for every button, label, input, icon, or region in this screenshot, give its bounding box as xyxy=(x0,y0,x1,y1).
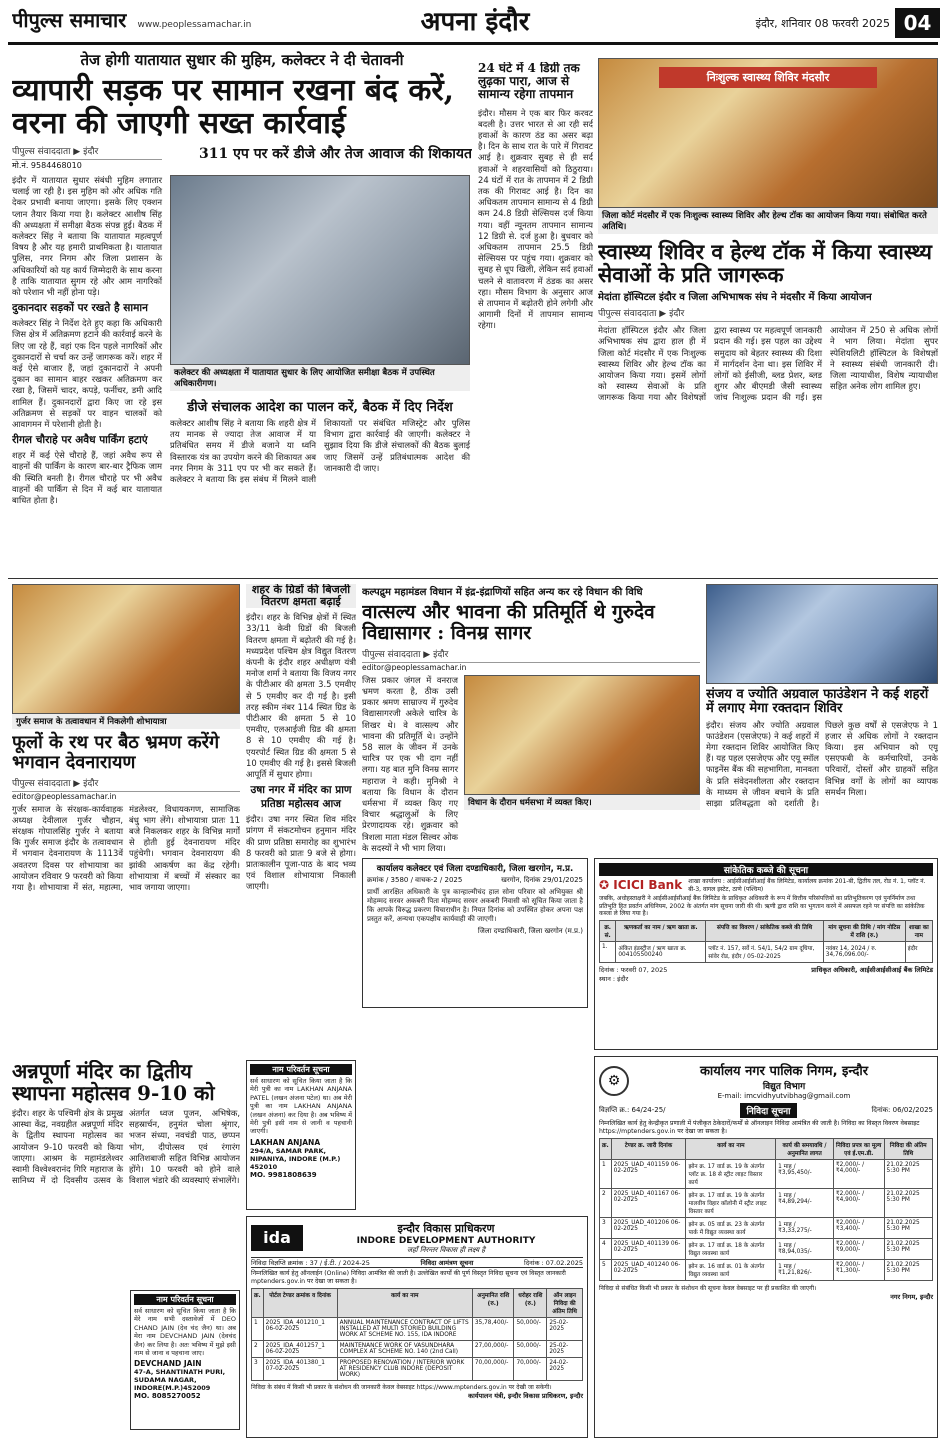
imc-table-cell: 2025_UAD_401159 06-02-2025 xyxy=(611,1159,686,1188)
ida-table-cell: 1 xyxy=(252,1317,264,1340)
icici-col-header: संपत्ति का विवरण / सांकेतिक कब्जे की तिथि xyxy=(706,920,824,941)
ida-table-cell: 35,78,400/- xyxy=(472,1317,514,1340)
icici-table-cell: प्लॉट नं. 157, सर्वे नं. 54/1, 54/2 ग्राम दूधिया, सांवेर रोड, इंदौर / 05-02-2025 xyxy=(706,941,824,962)
court-notice-title: कार्यालय कलेक्टर एवं जिला दण्डाधिकारी, जिला खरगोन, म.प्र. xyxy=(376,864,574,874)
notice-1-title: नाम परिवर्तन सूचना xyxy=(250,1064,352,1075)
ida-table-cell: 2025_IDA_401257_1 06-02-2025 xyxy=(263,1340,337,1357)
imc-intro: निम्नलिखित कार्य हेतु केन्द्रीकृत प्रणाली में पंजीकृत ठेकेदारों/फर्मों से ऑनलाइन निविदा आमंत्रित की जाती है। निविदा का विस्तृत विवरण वेबसाइट https://mptenders.gov.in पर देखा जा सकता है। xyxy=(599,1120,920,1135)
ida-table-cell: ANNUAL MAINTENANCE CONTRACT OF LIFTS INSTALLED AT MULTI STORIED BUILDING WORK AT SCHEME NO. 155, IDA INDORE xyxy=(337,1317,472,1340)
imc-table-cell: झोन क्र. 17 वार्ड क्र. 18 के अंतर्गत विद्युत व्यवस्था कार्य xyxy=(686,1238,776,1259)
notice-2-name: DEVCHAND JAIN xyxy=(134,1359,202,1369)
lead-byline: पीपुल्स संवाददाता ▶ इंदौर xyxy=(12,144,162,160)
imc-table-cell: 1 माह / ₹3,95,450/- xyxy=(776,1159,834,1188)
imc-org: कार्यालय नगर पालिक निगम, इन्दौर xyxy=(699,1064,869,1079)
icici-col-header: शाखा का नाम xyxy=(905,920,932,941)
weather-headline: 24 घंटे में 4 डिग्री तक लुढ़का पारा, आज से सामान्य रहेगा तापमान xyxy=(478,62,580,102)
ida-col-header: धरोहर राशि (रु.) xyxy=(514,1288,547,1317)
imc-table-cell: ₹2,000/- / ₹1,300/- xyxy=(833,1259,884,1280)
lead-body-3: शहर में कई ऐसे चौराहे हैं, जहां अवैध रूप से वाहनों की पार्किंग के कारण बार-बार ट्रैफिक जाम की स्थिति बनती है। रीगल चौराहे पर भी अवैध वाहनों की पार्किंग से दिन में कई बार यातायात बाधित होता है। xyxy=(12,450,162,506)
imc-table-cell: 21.02.2025 5:30 PM xyxy=(884,1217,933,1238)
temple-body: इंदौर। उषा नगर स्थित शिव मंदिर प्रांगण में संकटमोचन हनुमान मंदिर की प्राण प्रतिष्ठा समारोह का शुभारंभ 8 फरवरी को प्रातः 9 बजे से होगा। प्रातःकालीन पूजा-पाठ के बाद भव्य एवं विशाल शोभायात्रा निकाली जाएगी। xyxy=(246,814,356,892)
imc-table-cell: 1 माह / ₹8,94,035/- xyxy=(776,1238,834,1259)
imc-table-cell: ₹2,000/- / ₹3,400/- xyxy=(833,1217,884,1238)
lead-subhead-1: दुकानदार सड़कों पर रखते है सामान xyxy=(12,302,148,315)
ida-table-cell: 24-02-2025 xyxy=(547,1357,583,1380)
imc-table-cell: 21.02.2025 5:30 PM xyxy=(884,1159,933,1188)
icici-date: दिनांक : फरवरी 07, 2025 xyxy=(599,965,668,974)
health-story xyxy=(598,58,938,570)
ida-org-en: INDORE DEVELOPMENT AUTHORITY xyxy=(356,1236,536,1246)
blood-story xyxy=(706,584,938,852)
name-change-notice-1 xyxy=(246,1060,356,1210)
lead-headline: व्यापारी सड़क पर सामान रखना बंद करें, वरना की जाएगी सख्त कार्रवाई xyxy=(12,73,455,141)
lead-subheadline: 311 एप पर करें डीजे और तेज आवाज की शिकायत xyxy=(199,146,472,162)
procession-photo-caption: गुर्जर समाज के तत्वावधान में निकलेगी शोभायात्रा xyxy=(12,714,240,729)
imc-table-cell: 21.02.2025 5:30 PM xyxy=(884,1188,933,1217)
section-divider xyxy=(8,578,938,579)
icici-table-cell: इंदौर xyxy=(905,941,932,962)
paper-url: www.peoplessamachar.in xyxy=(137,20,252,30)
imc-table-cell: ₹2,000/- / ₹4,900/- xyxy=(833,1188,884,1217)
ida-notice-label: निविदा आमंत्रण सूचना xyxy=(420,1259,474,1267)
dateline: इंदौर, शनिवार 08 फरवरी 2025 xyxy=(755,17,890,30)
municipal-tender xyxy=(594,1056,938,1438)
camp-banner: निःशुल्क स्वास्थ्य शिविर मंदसौर xyxy=(659,67,877,88)
icici-signature: प्राधिकृत अधिकारी, आईसीआईसीआई बैंक लिमिटेड xyxy=(811,965,933,974)
devnarayan-photo xyxy=(12,584,240,714)
imc-col-header: टेण्डर क्र. जारी दिनांक xyxy=(611,1138,686,1159)
court-notice-body: प्रार्थी आरक्षित अधिकारी के पुत्र कान्हाल्मीचंद हाल सोना परिवार को अभियुक्त श्री मोहम्मद सरवर अकबरी पिता मोहम्मद सरवर अकबरी निवासी को सूचित किया जाता है कि आपके विरुद्ध प्रकरण विचाराधीन है। नियत दिनांक को उपस्थित होकर अपना पक्ष प्रस्तुत करें, अन्यथा एकपक्षीय कार्यवाही की जाएगी। xyxy=(367,888,583,923)
ida-tender-table xyxy=(251,1288,583,1381)
procession-byline: पीपुल्स संवाददाता ▶ इंदौर xyxy=(12,776,240,792)
imc-table-header xyxy=(600,1138,933,1159)
court-notice-signature: जिला दण्डाधिकारी, जिला खरगोन (म.प्र.) xyxy=(477,927,583,935)
ida-table-cell: 2 xyxy=(252,1340,264,1357)
ida-signature: कार्यपालन यंत्री, इन्दौर विकास प्राधिकरण, इन्दौर xyxy=(468,1391,583,1400)
blood-headline: संजय व ज्योति अग्रवाल फाउंडेशन ने कई शहरों में लगाए मेगा रक्तदान शिविर xyxy=(706,687,929,717)
imc-table-cell: झोन क्र. 17 वार्ड क्र. 19 के अंतर्गत मालवीय विहार कॉलोनी में स्ट्रीट लाइट विस्तार कार्य xyxy=(686,1188,776,1217)
imc-table-cell: झोन क्र. 16 वार्ड क्र. 01 के अंतर्गत विद्युत व्यवस्था कार्य xyxy=(686,1259,776,1280)
ida-logo-icon: ida xyxy=(251,1225,303,1251)
imc-section-label: निविदा सूचना xyxy=(740,1103,796,1118)
annapurna-headline: अन्नपूर्णा मंदिर का द्वितीय स्थापना महोत्सव 9-10 को xyxy=(12,1060,215,1105)
imc-table-cell: 2025_UAD_401139 06-02-2025 xyxy=(611,1238,686,1259)
ida-table-cell: 70,00,000/- xyxy=(472,1357,514,1380)
kalpadrum-headline: वात्सल्य और भावना की प्रतिमूर्ति थे गुरुदेव विद्यासागर : विनम्र सागर xyxy=(362,601,655,644)
health-byline: पीपुल्स संवाददाता ▶ इंदौर xyxy=(598,306,938,322)
blood-body: इंदौर। संजय और ज्योति अग्रवाल फाउंडेशन (एसजेएफ) ने कई शहरों में मेगा रक्तदान शिविर आयोजित किए हैं। यह पहल एसजेएफ और एयू स्मॉल फाइनेंस बैंक की सहभागिता, मानवता के प्रति संवेदनशीलता और रक्तदान के माध्यम से जीवन बचाने के प्रति साझा प्रतिबद्धता को दर्शाती है। पिछले कुछ वर्षों से एसजेएफ ने 1 हजार से अधिक लोगों ने रक्तदान किया। इस अभियान को एयू एसएफबी के कर्मचारियों, उनके परिवारों, दोस्तों और ग्राहकों सहित विभिन्न वर्गों के लोगों का व्यापक समर्थन मिला। xyxy=(706,719,938,809)
ida-tagline: जहाँ निरन्तर विकास ही लक्ष्य है xyxy=(406,1246,486,1254)
imc-table-row xyxy=(600,1259,933,1280)
notice-2-body: सर्व साधारण को सूचित किया जाता है कि मेरे नाम सभी दस्तावेजों में DEO CHAND JAIN (देव चंद जैन) था। अब मेरा नाम DEVCHAND JAIN (देवचंद जैन) कर लिया है। अतः भविष्य में मुझे इसी नाम से जाना व पहचाना जाए। xyxy=(134,1307,236,1358)
ida-table-cell: 25-02-2025 xyxy=(547,1317,583,1340)
icici-logo-icon: ✪ xyxy=(599,878,610,892)
ida-table-row xyxy=(252,1357,583,1380)
ida-table-cell: MAINTENANCE WORK OF VASUNDHARA COMPLEX AT SCHEME NO. 140 (2nd Call) xyxy=(337,1340,472,1357)
notice-1-body: सर्व साधारण को सूचित किया जाता है कि मेरी पुत्री का नाम LAKHAN ANJANA PATEL (लखन अंजना पटेल) था। अब मेरी पुत्री का नाम LAKHAN ANJANA (लखन अंजना) कर दिया है। अब भविष्य में मेरी पुत्री इसी नाम से जानी व पहचानी जाएगी। xyxy=(250,1077,352,1136)
weather-body: इंदौर। मौसम ने एक बार फिर करवट बदली है। उत्तर भारत से आ रही सर्द हवाओं के कारण ठंड का असर बढ़ा है। दिन के साथ रात के पारे में गिरावट आई है। शुक्रवार सुबह से ही सर्द हवाओं ने शहरवासियों को ठिठुराया। 24 घंटों में रात के तापमान में 2 डिग्री तक की गिरावट आई है। दिन का अधिकतम तापमान सामान्य से 4 डिग्री कम 24.8 डिग्री सेल्सियस दर्ज किया गया। वहीं न्यूनतम तापमान सामान्य 12 डिग्री से. दर्ज हुआ है। बुधवार को अधिकतम तापमान 25.5 डिग्री सेल्सियस पर पहुंच गया। शुक्रवार को सुबह से धूप खिली, लेकिन सर्द हवाओं चलने से वातावरण में ठंडक का असर रहा। मौसम विभाग के अनुसार आज से तापमान में बढ़ोतरी होने लगेगी और आगामी दिनों में तापमान सामान्य रहेगा। xyxy=(478,107,593,331)
health-photo-caption: जिला कोर्ट मंदसौर में एक निःशुल्क स्वास्थ्य शिविर और हेल्थ टॉक का आयोजन किया गया। संबोधित करते अतिथि। xyxy=(598,208,938,234)
meeting-photo xyxy=(170,175,470,365)
page-number: 04 xyxy=(895,8,940,38)
imc-table-row xyxy=(600,1188,933,1217)
ida-table-cell: 2025_IDA_401210_1 06-02-2025 xyxy=(263,1317,337,1340)
imc-table-row xyxy=(600,1238,933,1259)
lead-contact: मो.नं. 9584468010 xyxy=(12,161,82,170)
lead-kicker: तेज होगी यातायात सुधार की मुहिम, कलेक्टर ने दी चेतावनी xyxy=(80,51,404,69)
ida-table-cell: 2025_IDA_401380_1 07-02-2025 xyxy=(263,1357,337,1380)
ida-ref: निविदा विज्ञप्ति क्रमांक : 37 / ई.टी. / 2024-25 xyxy=(251,1259,370,1267)
imc-footer: निविदा से संबंधित किसी भी प्रकार के संशोधन की सूचना केवल वेबसाइट पर ही प्रकाशित की जाएगी। xyxy=(599,1284,817,1292)
kalpadrum-photo xyxy=(464,675,700,795)
imc-table-cell: 1 माह / ₹3,33,275/- xyxy=(776,1217,834,1238)
imc-col-header: क्र. xyxy=(600,1138,612,1159)
imc-email: E-mail: imcvidhyutvibhag@gmail.com xyxy=(717,1092,851,1100)
imc-table-cell: 2025_UAD_401206 06-02-2025 xyxy=(611,1217,686,1238)
imc-tender-table xyxy=(599,1138,933,1281)
icici-bank-name: ICICI Bank xyxy=(613,878,683,892)
imc-emblem-icon: ⚙ xyxy=(599,1066,629,1096)
ida-table-row xyxy=(252,1340,583,1357)
icici-notice xyxy=(594,858,938,1050)
annapurna-body: इंदौर। शहर के पश्चिमी क्षेत्र के प्रमुख आस्था केंद्र, नवग्रहीत अन्नपूर्णा मंदिर के द्वितीय स्थापना महोत्सव का आयोजन 9-10 फरवरी को किया जाएगा। आश्रम के महामंडलेश्वर स्वामी विश्वेश्वरानंद गिरि महाराज के सानिध्य में दो दिवसीय उत्सव के अंतर्गत ध्वज पूजन, अभिषेक, सहस्रार्चन, हनुमंत चोला श्रृंगार, भजन संध्या, नवचंडी पाठ, छप्पन भोग, दीपोत्सव एवं रंगारंग आतिशबाजी सहित विभिन्न आयोजन होंगे। 10 फरवरी को होने वाले विशाल भंडारे की व्यवस्थाएं संभालेंगे। xyxy=(12,1108,240,1186)
imc-table-cell: ₹2,000/- / ₹4,000/- xyxy=(833,1159,884,1188)
power-story xyxy=(246,584,356,1054)
paper-name: पीपुल्स समाचार xyxy=(12,8,127,32)
procession-story xyxy=(12,584,240,1054)
imc-dept: विद्युत विभाग xyxy=(762,1082,806,1092)
icici-table-cell: 1. xyxy=(600,941,616,962)
court-notice-ref: क्रमांक / 3580 / वाचक-2 / 2025 xyxy=(367,876,463,884)
section-title: अपना इंदौर xyxy=(420,7,530,37)
procession-email: editor@peoplessamachar.in xyxy=(12,791,117,801)
notice-2-address: 47-A, SHANTINATH PURI, SUDAMA NAGAR, INDORE(M.P.)452009 xyxy=(134,1368,226,1393)
name-change-notice-2 xyxy=(130,1290,240,1430)
power-headline: शहर के ग्रिडों की बिजली वितरण क्षमता बढ़ाई xyxy=(246,584,356,608)
ida-col-header: पोर्टल टेण्डर क्रमांक व दिनांक xyxy=(263,1288,337,1317)
imc-table-row xyxy=(600,1159,933,1188)
imc-table-cell: 2025_UAD_401240 06-02-2025 xyxy=(611,1259,686,1280)
ida-date: दिनांक : 07.02.2025 xyxy=(524,1259,583,1267)
kalpadrum-photo-caption: विधान के दौरान धर्मसभा में व्यक्त किए। xyxy=(464,795,700,810)
icici-table-cell: अंकित इंडस्ट्रीज / ऋण खाता क्र. 004105500240 xyxy=(616,941,706,962)
lead-body-2: कलेक्टर सिंह ने निर्देश देते हुए कहा कि अधिकारी जिस क्षेत्र में अतिक्रमण हटाने की कार्रवाई करने के लिए जा रहे हैं, वहां एक दिन पहले नागरिकों और दुकानदारों से चर्चा कर उन्हें जागरूक करें। शहर में कई ऐसे बाजार हैं, जहां दुकानदारों ने अपनी दुकान का सामान बाहर रखकर अतिक्रमण कर रखा है, जिसमें चादर, कपड़े, फर्नीचर, डमी आदि शामिल हैं। दुकानदारों द्वारा किए जा रहे इस अतिक्रमण से सड़कों पर वाहन चालकों को आवागमन में परेशानी होती है। xyxy=(12,318,162,430)
icici-col-header: ऋणकर्ता का नाम / ऋण खाता क्र. xyxy=(616,920,706,941)
imc-notice-no: विज्ञप्ति क्र.: 64/24-25/ xyxy=(599,1106,666,1114)
ida-footer: निविदा के संबंध में किसी भी प्रकार के संशोधन की जानकारी केवल वेबसाइट https://www.mptenders.gov.in पर देखी जा सकेगी। xyxy=(251,1383,552,1391)
imc-table-cell: 21.02.2025 5:30 PM xyxy=(884,1259,933,1280)
icici-table-cell: नवंबर 14, 2024 / रु. 34,76,096.00/- xyxy=(823,941,905,962)
imc-col-header: निविदा प्रपत्र का मूल्य एवं ई.एम.डी. xyxy=(833,1138,884,1159)
ida-col-header: कार्य का नाम xyxy=(337,1288,472,1317)
imc-date: दिनांक: 06/02/2025 xyxy=(871,1106,933,1114)
icici-intro: जबकि, अधोहस्ताक्षरी ने आईसीआईसीआई बैंक लिमिटेड के प्राधिकृत अधिकारी के रूप में वित्तीय परिसंपत्तियों का प्रतिभूतिकरण एवं पुनर्निर्माण तथा प्रतिभूति हित प्रवर्तन अधिनियम, 2002 के अंतर्गत मांग सूचना जारी की थी। ऋणी द्वारा राशि का भुगतान करने में असफल रहने पर संपत्ति का सांकेतिक कब्जा ले लिया गया है। xyxy=(599,895,925,918)
weather-story xyxy=(478,62,593,572)
imc-table-cell: झोन क्र. 17 वार्ड क्र. 19 के अंतर्गत प्लॉट क्र. 18 से स्ट्रीट लाइट विस्तार कार्य xyxy=(686,1159,776,1188)
imc-table-cell: 2 xyxy=(600,1188,612,1217)
imc-table-cell: झोन क्र. 05 वार्ड क्र. 23 के अंतर्गत पार्क में विद्युत व्यवस्था कार्य xyxy=(686,1217,776,1238)
icici-title: सांकेतिक कब्जे की सूचना xyxy=(599,863,933,876)
ida-col-header: अनुमानित राशि (रु.) xyxy=(472,1288,514,1317)
dj-story-title: डीजे संचालक आदेश का पालन करें, बैठक में दिए निर्देश xyxy=(187,400,453,415)
kalpadrum-story xyxy=(362,584,700,852)
ida-table-cell: 70,000/- xyxy=(514,1357,547,1380)
health-headline: स्वास्थ्य शिविर व हेल्थ टॉक में किया स्वास्थ्य सेवाओं के प्रति जागरूक xyxy=(598,239,932,288)
ida-org-hi: इन्दौर विकास प्राधिकरण xyxy=(397,1222,495,1235)
imc-table-cell: 2025_UAD_401167 06-02-2025 xyxy=(611,1188,686,1217)
icici-col-header: मांग सूचना की तिथि / मांग नोटिस में राशि (रु.) xyxy=(823,920,905,941)
icici-branch: शाखा कार्यालय : आईसीआईसीआई बैंक लिमिटेड, कार्यालय क्रमांक 201-बी, द्वितीय तल, रोड नं. 1, प्लॉट नं. बी-3, वागल इस्टेट, ठाणे (पश्चिम) xyxy=(688,878,926,893)
procession-headline: फूलों के रथ पर बैठ भ्रमण करेंगे भगवान देवनारायण xyxy=(12,732,220,773)
icici-table xyxy=(599,920,933,963)
court-notice-date: खरगोन, दिनांक 29/01/2025 xyxy=(501,876,583,884)
ida-table-cell: PROPOSED RENOVATION / INTERIOR WORK AT RESIDENCY CLUB INDORE (DEPOSIT WORK) xyxy=(337,1357,472,1380)
meeting-photo-caption: कलेक्टर की अध्यक्षता में यातायात सुधार के लिए आयोजित समीक्षा बैठक में उपस्थित अधिकारीगण। xyxy=(170,365,470,391)
notice-2-title: नाम परिवर्तन सूचना xyxy=(134,1294,236,1305)
imc-table-cell: 1 xyxy=(600,1159,612,1188)
lead-subhead-2: रीगल चौराहे पर अवैध पार्किंग हटाएं xyxy=(12,434,148,447)
lead-story xyxy=(12,50,472,670)
icici-table-header xyxy=(600,920,933,941)
imc-table-cell: 1 माह / ₹1,21,826/- xyxy=(776,1259,834,1280)
masthead-logo xyxy=(12,6,312,42)
dj-story-body: कलेक्टर आशीष सिंह ने बताया कि शहरी क्षेत्र में तय मानक से ज्यादा तेज आवाज में या प्रतिबंधित समय में डीजे बजाने या ध्वनि विस्तारक यंत्र का उपयोग करने की शिकायत अब नगर निगम के 311 एप पर भी कर सकते हैं। कलेक्टर ने बताया कि इस संबंध में मिलने वाली शिकायतों पर संबंधित मजिस्ट्रेट और पुलिस विभाग द्वारा कार्रवाई की जाएगी। कलेक्टर ने सुझाव दिया कि डीजे संचालकों की बैठक बुलाई जाए जिसमें उन्हें प्रतिबंधात्मक आदेश की जानकारी दी जाए। xyxy=(170,418,470,485)
ida-col-header: क्र. xyxy=(252,1288,264,1317)
court-notice xyxy=(362,858,588,1008)
health-body: मेदांता हॉस्पिटल इंदौर और जिला अभिभाषक संघ द्वारा हाल ही में जिला कोर्ट मंदसौर में एक निःशुल्क स्वास्थ्य शिविर और हेल्थ टॉक का आयोजन किया गया। इसमें लोगों को स्वास्थ्य सेवाओं के प्रति जागरूक किया गया और विशेषज्ञों द्वारा स्वास्थ्य पर महत्वपूर्ण जानकारी प्रदान की गई। इस पहल का उद्देश्य समुदाय को बेहतर स्वास्थ्य की दिशा में मार्गदर्शन देना था। इस शिविर में लोगों को ईसीजी, ब्लड प्रेशर, ब्लड शुगर और बीएमडी जैसी स्वास्थ्य जांच निःशुल्क प्रदान की गईं। इस आयोजन में 250 से अधिक लोगों ने भाग लिया। मेदांता सुपर स्पेशियलिटी हॉस्पिटल के विशेषज्ञों ने स्वास्थ्य संबंधी जानकारी दी। जिला न्यायाधीश, विशेष न्यायाधीश सहित अनेक लोग शामिल हुए। xyxy=(598,325,938,403)
notice-1-phone: MO. 9981808639 xyxy=(250,1170,317,1179)
icici-table-row xyxy=(600,941,933,962)
ida-table-header xyxy=(252,1288,583,1317)
icici-col-header: क्र. सं. xyxy=(600,920,616,941)
ida-table-row xyxy=(252,1317,583,1340)
ida-intro: निम्नलिखित कार्य हेतु ऑनलाईन (Online) निविदा आमंत्रित की जाती है। उल्लेखित कार्यों की पूर्ण विस्तृत निविदा सूचना एवं विस्तृत जानकारी mptenders.gov.in पर देखा जा सकता है। xyxy=(251,1270,566,1285)
health-camp-photo xyxy=(598,58,938,208)
imc-table-cell: 4 xyxy=(600,1238,612,1259)
imc-col-header: निविदा की अंतिम तिथि xyxy=(884,1138,933,1159)
health-subheadline: मेदांता हॉस्पिटल इंदौर व जिला अभिभाषक संघ ने मंदसौर में किया आयोजन xyxy=(598,292,872,304)
procession-body: गुर्जर समाज के संरक्षक-कार्यवाहक अध्यक्ष देवीलाल गुर्जर चौहान, संरक्षक गोपालसिंह गुर्जर ने बताया कि गुर्जर समाज इंदौर के तत्वावधान में भगवान देवनारायण के 1113वें अवतरण दिवस पर शोभायात्रा का आयोजन रविवार 9 फरवरी को किया गया है। शोभायात्रा में संत, महात्मा, मंडलेश्वर, विधायकगण, सामाजिक बंधु भाग लेंगे। शोभायात्रा प्रातः 11 बजे निकलकर शहर के विभिन्न मार्गों से होती हुई देवनारायण मंदिर पहुंचेगी। भगवान देवनारायण की झांकी आकर्षण का केंद्र रहेगी। शोभायात्रा में बच्चों में संस्कार का भाव जगाया जाएगा। xyxy=(12,803,240,893)
notice-2-phone: MO. 8085270052 xyxy=(134,1392,201,1401)
ida-table-cell: 25-02-2025 xyxy=(547,1340,583,1357)
imc-table-cell: ₹2,000/- / ₹9,000/- xyxy=(833,1238,884,1259)
kalpadrum-kicker: कल्पद्रुम महामंडल विधान में इंद्र-इंद्राणियों सहित अन्य कर रहे विधान की विधि xyxy=(362,587,643,598)
imc-table-cell: 5 xyxy=(600,1259,612,1280)
temple-subhead: उषा नगर में मंदिर का प्राण प्रतिष्ठा महोत्सव आज xyxy=(250,784,352,811)
kalpadrum-byline: पीपुल्स संवाददाता ▶ इंदौर xyxy=(362,647,700,663)
notice-1-address: 294/A, SAMAR PARK, NIPANIYA, INDORE (M.P.) 452010 xyxy=(250,1146,341,1171)
ida-table-cell: 50,000/- xyxy=(514,1340,547,1357)
imc-signature: नगर निगम, इन्दौर xyxy=(890,1292,933,1301)
imc-table-cell: 3 xyxy=(600,1217,612,1238)
masthead-rule xyxy=(8,42,938,45)
icici-logo xyxy=(599,878,682,892)
imc-col-header: कार्य का नाम xyxy=(686,1138,776,1159)
imc-col-header: कार्य की समयावधि / अनुमानित लागत xyxy=(776,1138,834,1159)
ida-tender xyxy=(246,1216,588,1438)
notice-1-name: LAKHAN ANJANA xyxy=(250,1137,321,1147)
icici-place: स्थान : इंदौर xyxy=(599,974,629,983)
imc-table-cell: 1 माह / ₹4,89,294/- xyxy=(776,1188,834,1217)
kalpadrum-email: editor@peoplessamachar.in xyxy=(362,662,467,672)
kalpadrum-body: जिस प्रकार जंगल में वनराज भ्रमण करता है, ठीक उसी प्रकार श्रमण साम्राज्य में गुरुदेव विद्यासागरजी अकेले चारित्र के शिखर थे। वे वात्सल्य और भावना की प्रतिमूर्ति थे। उन्होंने 58 साल के जीवन में उनके चारित्र पर एक भी दाग नहीं लगा। यह बात मुनि विनम्र सागर महाराज ने कही। मुनिश्री ने बताया कि विधान के दौरान धर्मसभा में व्यक्त किए गए विचार श्रद्धालुओं के लिए प्रेरणादायक रहे। शुक्रवार को त्रिशला माता मंडल सिल्वर ओक के सदस्यों ने भी भाग लिया। xyxy=(362,674,458,852)
ida-table-cell: 3 xyxy=(252,1357,264,1380)
power-body: इंदौर। शहर के विभिन्न क्षेत्रों में स्थित 33/11 केवी ग्रिडों की बिजली वितरण क्षमता में बढ़ोतरी की गई है। मध्यप्रदेश पश्चिम क्षेत्र विद्युत वितरण कंपनी के इंदौर शहर अधीक्षण यंत्री मनोज शर्मा ने बताया कि विजय नगर के पीटीआर की क्षमता 3.5 एमवीए से 5 एमवीए कर दी गई है। इसी तरह स्कीम नंबर 114 स्थित ग्रिड के पीटीआर की क्षमता 5 से 10 एमवीए, एलआईजी ग्रिड की क्षमता 8 से 10 एमवीए की गई है। एयरपोर्ट स्थित ग्रिड की क्षमता 5 से 10 एमवीए की गई है। इससे बिजली आपूर्ति में सुधार होगा। xyxy=(246,612,356,780)
imc-table-cell: 21.02.2025 5:30 PM xyxy=(884,1238,933,1259)
imc-table-row xyxy=(600,1217,933,1238)
ida-col-header: ऑन लाइन निविदा की अंतिम तिथि xyxy=(547,1288,583,1317)
blood-donation-photo xyxy=(706,584,938,684)
lead-body-1: इंदौर में यातायात सुधार संबंधी मुहिम लगातार चलाई जा रही है। इस मुहिम को और अधिक गति देकर प्रभावी बनाया जाएगा। इसके लिए एक्शन प्लान तैयार किया गया है। कलेक्टर आशीष सिंह की अध्यक्षता में समीक्षा बैठक संपन्न हुई। बैठक में कलेक्टर सिंह ने बताया कि यातायात महत्वपूर्ण विषय है और यह हमारी प्राथमिकता है। यातायात पुलिस, नगर निगम और जिला प्रशासन के अधिकारियों को यह कार्य जिम्मेदारी के साथ करना है ताकि यातायात सुगम रहे और आम नागरिकों को परेशान भी नहीं होना पड़े। xyxy=(12,175,162,298)
ida-table-cell: 50,000/- xyxy=(514,1317,547,1340)
ida-table-cell: 27,00,000/- xyxy=(472,1340,514,1357)
